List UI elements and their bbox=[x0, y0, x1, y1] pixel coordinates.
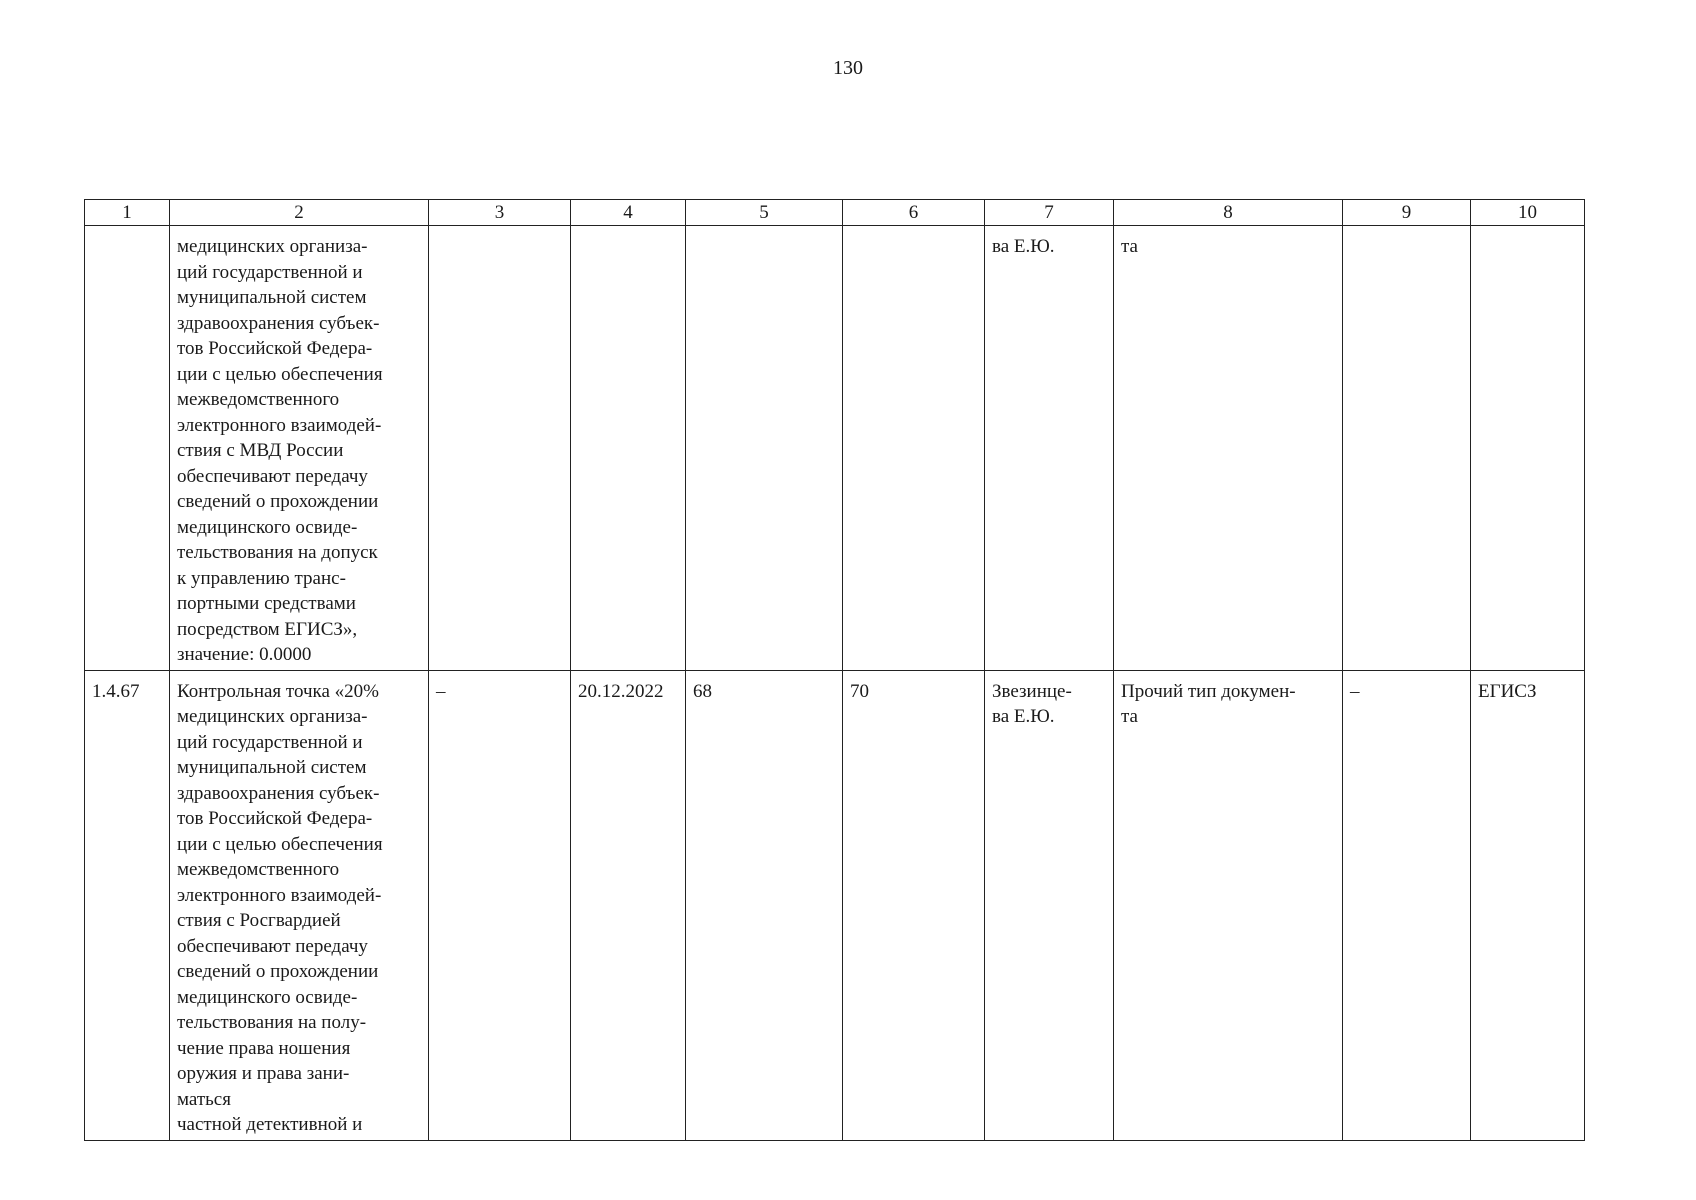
cell-text: ЕГИСЗ bbox=[1478, 680, 1537, 702]
table-cell bbox=[985, 670, 1114, 1140]
cell-text: та bbox=[1121, 236, 1138, 257]
table-cell bbox=[1114, 670, 1343, 1140]
page-number: 130 bbox=[833, 57, 863, 79]
cell-text: Звезинце- ва Е.Ю. bbox=[992, 680, 1072, 727]
table-cell bbox=[429, 670, 571, 1140]
table-cell bbox=[1343, 670, 1471, 1140]
table-cell bbox=[429, 226, 571, 671]
column-header: 10 bbox=[1471, 200, 1585, 226]
table-cell bbox=[1114, 226, 1343, 671]
cell-text: 68 bbox=[693, 680, 712, 702]
cell-text: 70 bbox=[850, 680, 869, 702]
table-cell bbox=[686, 226, 843, 671]
table-cell bbox=[686, 670, 843, 1140]
column-header: 7 bbox=[985, 200, 1114, 226]
table-cell bbox=[843, 670, 985, 1140]
document-table bbox=[84, 199, 1585, 1141]
column-header: 2 bbox=[170, 200, 429, 226]
column-header: 6 bbox=[843, 200, 985, 226]
column-header: 8 bbox=[1114, 200, 1343, 226]
table-cell bbox=[571, 670, 686, 1140]
table-cell bbox=[85, 226, 170, 671]
column-header: 5 bbox=[686, 200, 843, 226]
table-cell bbox=[1343, 226, 1471, 671]
column-header: 4 bbox=[571, 200, 686, 226]
table-row bbox=[85, 226, 1585, 671]
table-row bbox=[85, 670, 1585, 1140]
column-header: 3 bbox=[429, 200, 571, 226]
cell-text: – bbox=[1350, 680, 1360, 702]
cell-text: 1.4.67 bbox=[92, 680, 140, 702]
table-cell bbox=[571, 226, 686, 671]
cell-text: 20.12.2022 bbox=[578, 680, 664, 702]
table-cell bbox=[170, 670, 429, 1140]
header-row bbox=[85, 200, 1585, 226]
table-cell bbox=[1471, 670, 1585, 1140]
cell-text: Контрольная точка «20% медицинских организа- ций государственной и муниципальной систем здравоохранения субъек- тов Российской Федера- ции с целью обеспечения межведомственного электронного взаимодей- ствия с Росгвардией обеспечивают передачу сведений о прохождении медицинского освиде- тельствования на полу- чение права ношения оружия и права зани- маться частной детективной и bbox=[177, 680, 383, 1135]
cell-text: Прочий тип докумен- та bbox=[1121, 680, 1296, 727]
column-header: 1 bbox=[85, 200, 170, 226]
table-cell bbox=[843, 226, 985, 671]
table-cell bbox=[170, 226, 429, 671]
table-cell bbox=[1471, 226, 1585, 671]
cell-text: медицинских организа- ций государственной и муниципальной систем здравоохранения субъек- тов Российской Федера- ции с целью обеспечения межведомственного электронного взаимодей- ствия с МВД России обеспечивают передачу сведений о прохождении медицинского освиде- тельствования на допуск к управлению транс- портными средствами посредством ЕГИСЗ», значение: 0.0000 bbox=[177, 236, 383, 665]
cell-text: – bbox=[436, 680, 446, 702]
table-cell bbox=[985, 226, 1114, 671]
table-cell bbox=[85, 670, 170, 1140]
column-header: 9 bbox=[1343, 200, 1471, 226]
cell-text: ва Е.Ю. bbox=[992, 236, 1055, 257]
